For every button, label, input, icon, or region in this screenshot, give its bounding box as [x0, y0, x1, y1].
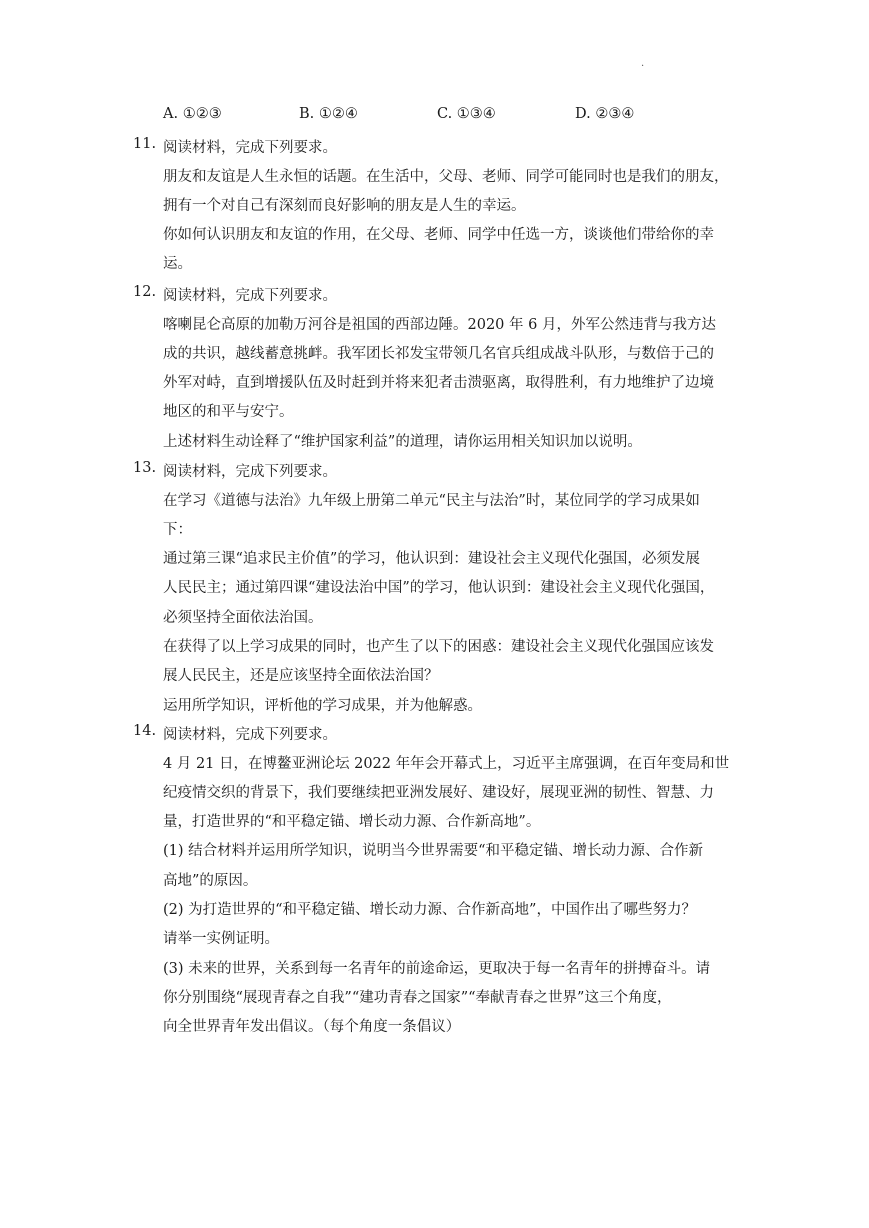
sub-question-1: (1) 结合材料并运用所学知识，说明当今世界需要“和平稳定锚、增长动力源、合作新 [163, 843, 704, 859]
sub-question-2: (2) 为打造世界的“和平稳定锚、增长动力源、合作新高地”，中国作出了哪些努力？ [163, 902, 696, 918]
option-c: C. ①③④ [437, 106, 496, 122]
question-number: 11. [133, 136, 157, 152]
material-line: 纪疫情交织的背景下，我们要继续把亚洲发展好、建设好，展现亚洲的韧性、智慧、力 [163, 785, 714, 801]
material-line: 上述材料生动诠释了“维护国家利益”的道理，请你运用相关知识加以说明。 [163, 434, 642, 450]
question-instruction: 阅读材料，完成下列要求。 [163, 727, 337, 743]
option-a: A. ①②③ [163, 106, 222, 122]
material-line: 成的共识，越线蓄意挑衅。我军团长祁发宝带领几名官兵组成战斗队形，与数倍于己的 [163, 346, 714, 362]
question-number: 13. [133, 460, 157, 476]
sub-question-3: 你分别围绕“展现青春之自我”“建功青春之国家”“奉献青春之世界”这三个角度， [163, 990, 672, 1006]
sub-question-3: 向全世界青年发出倡议。（每个角度一条倡议） [163, 1019, 461, 1035]
material-line: 在学习《道德与法治》九年级上册第二单元“民主与法治”时，某位同学的学习成果如 [163, 493, 700, 509]
material-line: 在获得了以上学习成果的同时，也产生了以下的困惑：建设社会主义现代化强国应该发 [163, 639, 714, 655]
material-line: 外军对峙，直到增援队伍及时赶到并将来犯者击溃驱离，取得胜利，有力地维护了边境 [163, 375, 714, 391]
material-line: 下： [163, 522, 192, 538]
material-line: 朋友和友谊是人生永恒的话题。在生活中，父母、老师、同学可能同时也是我们的朋友， [163, 169, 729, 185]
sub-question-3: (3) 未来的世界，关系到每一名青年的前途命运，更取决于每一名青年的拼搏奋斗。请 [163, 961, 711, 977]
question-instruction: 阅读材料，完成下列要求。 [163, 140, 337, 156]
material-line: 通过第三课“追求民主价值”的学习，他认识到：建设社会主义现代化强国，必须发展 [163, 551, 700, 567]
question-number: 14. [133, 723, 157, 739]
material-line: 展人民民主，还是应该坚持全面依法治国？ [163, 668, 439, 684]
option-b: B. ①②④ [299, 106, 358, 122]
material-line: 人民民主；通过第四课“建设法治中国”的学习，他认识到：建设社会主义现代化强国， [163, 580, 715, 596]
material-line: 你如何认识朋友和友谊的作用，在父母、老师、同学中任选一方，谈谈他们带给你的幸 [163, 227, 714, 243]
material-line: 地区的和平与安宁。 [163, 404, 294, 420]
material-line: 4 月 21 日，在博鳌亚洲论坛 2022 年年会开幕式上，习近平主席强调，在百年变局和世 [163, 756, 730, 772]
page-mark: . [641, 58, 645, 69]
sub-question-1: 高地”的原因。 [163, 873, 258, 889]
question-instruction: 阅读材料，完成下列要求。 [163, 464, 337, 480]
answer-options [163, 106, 763, 128]
material-line: 拥有一个对自己有深刻而良好影响的朋友是人生的幸运。 [163, 198, 526, 214]
material-line: 量，打造世界的“和平稳定锚、增长动力源、合作新高地”。 [163, 814, 541, 830]
question-instruction: 阅读材料，完成下列要求。 [163, 288, 337, 304]
material-line: 运用所学知识，评析他的学习成果，并为他解惑。 [163, 698, 482, 714]
material-line: 必须坚持全面依法治国。 [163, 610, 323, 626]
question-number: 12. [133, 284, 157, 300]
option-d: D. ②③④ [575, 106, 635, 122]
material-line: 运。 [163, 256, 192, 272]
material-line: 喀喇昆仑高原的加勒万河谷是祖国的西部边陲。2020 年 6 月，外军公然违背与我方达 [163, 317, 716, 333]
sub-question-2: 请举一实例证明。 [163, 931, 279, 947]
